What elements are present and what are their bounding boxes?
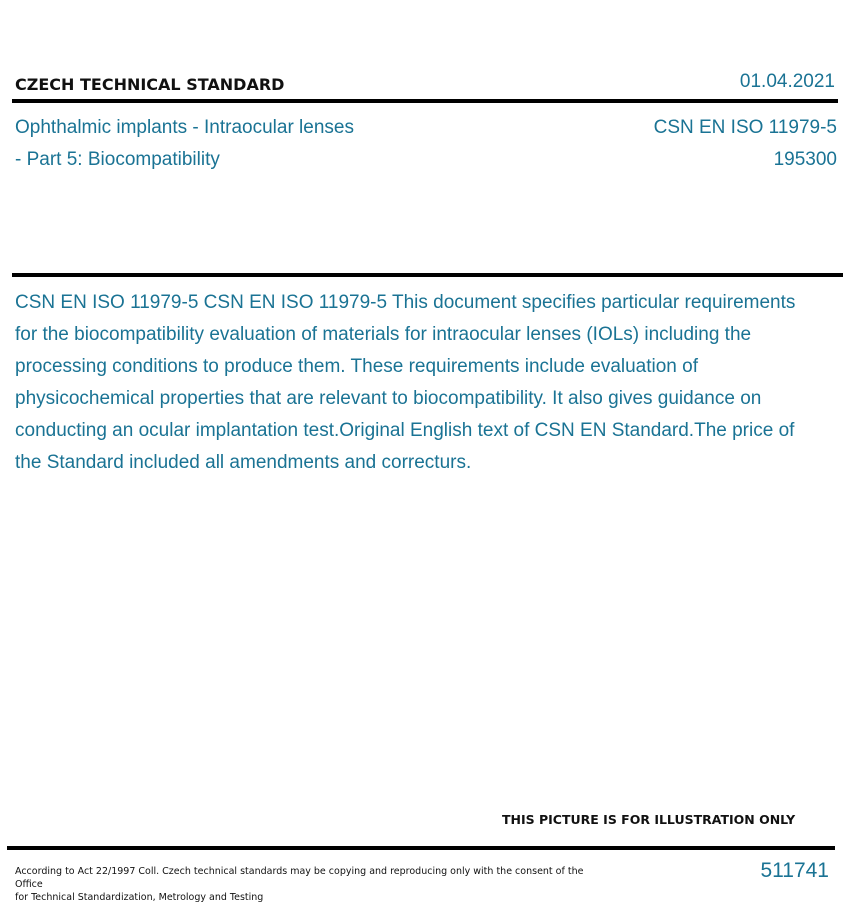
document-number: 511741 xyxy=(760,859,829,882)
legal-notice-line2: for Technical Standardization, Metrology and Testing xyxy=(15,892,264,903)
legal-notice xyxy=(15,865,585,904)
document-title-line1: Ophthalmic implants - Intraocular lenses xyxy=(15,117,354,138)
standard-type-label: CZECH TECHNICAL STANDARD xyxy=(15,75,285,94)
standard-code: CSN EN ISO 11979-5 xyxy=(653,117,837,138)
document-title-line2: - Part 5: Biocompatibility xyxy=(15,149,220,170)
title-divider xyxy=(12,273,843,277)
footer-divider xyxy=(7,846,835,850)
header-divider xyxy=(12,99,838,103)
illustration-disclaimer: THIS PICTURE IS FOR ILLUSTRATION ONLY xyxy=(502,812,796,827)
publication-date: 01.04.2021 xyxy=(739,71,835,92)
legal-notice-line1: According to Act 22/1997 Coll. Czech technical standards may be copying and reproducing only with the consent of the Office xyxy=(15,866,584,890)
document-abstract: CSN EN ISO 11979-5 CSN EN ISO 11979-5 This document specifies particular requirements for the biocompatibility evaluation of materials for intraocular lenses (IOLs) including the processing conditions to produce them. These requirements include evaluation of physicochemical properties that are relevant to biocompatibility. It also gives guidance on conducting an ocular implantation test.Original English text of CSN EN Standard.The price of the Standard included all amendments and correcturs. xyxy=(15,292,796,473)
classification-number: 195300 xyxy=(773,149,837,170)
